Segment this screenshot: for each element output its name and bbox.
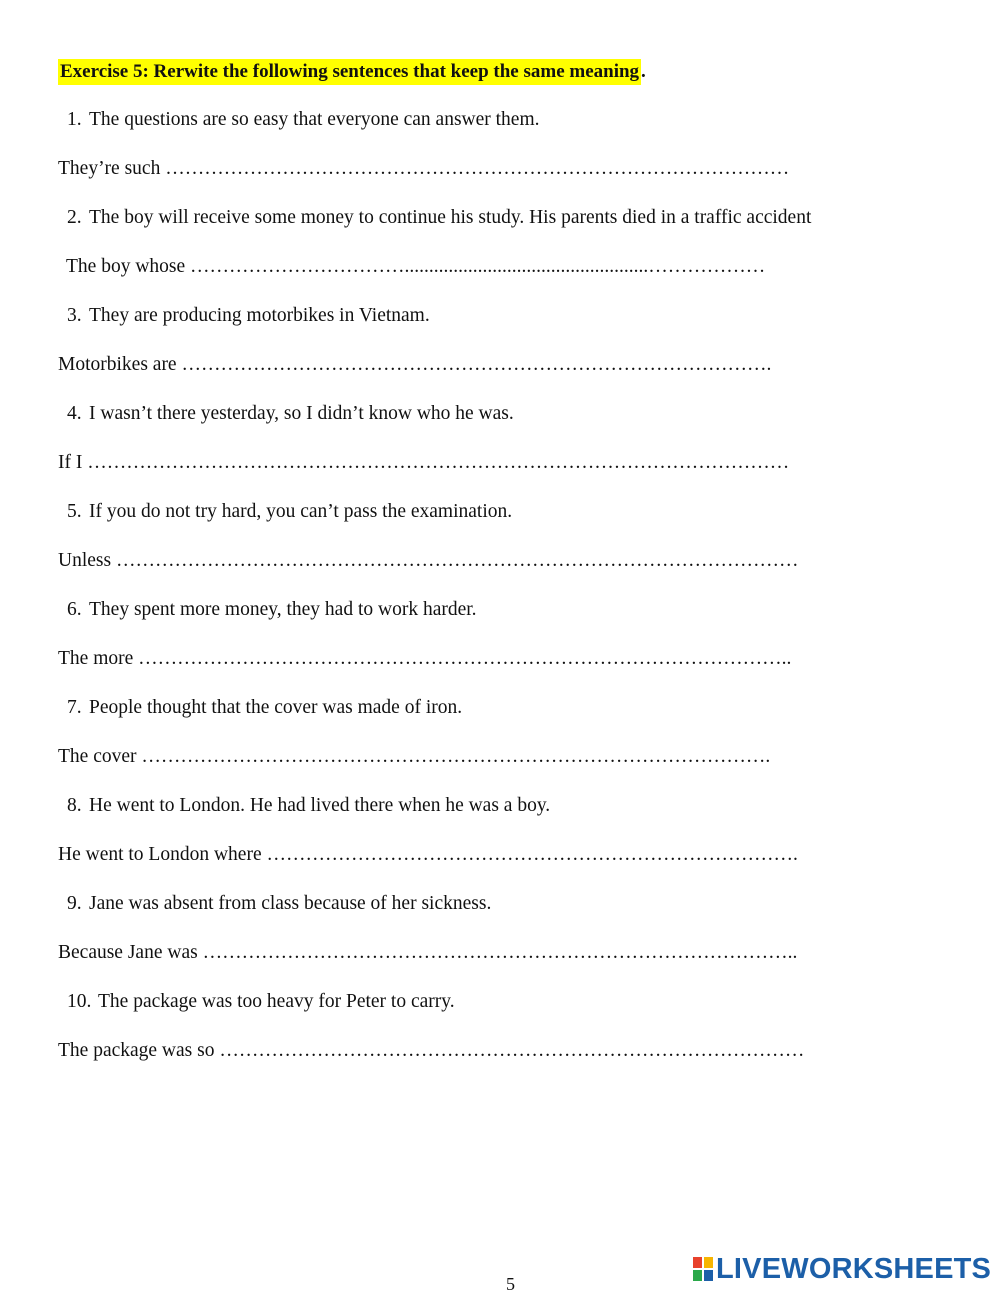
question-number: 9. [67,893,82,914]
question-number: 3. [67,305,82,326]
question-text: Jane was absent from class because of her sickness. [89,893,492,914]
logo-mark-square-1 [693,1257,702,1268]
question-3 [67,304,430,328]
question-number: 4. [67,403,82,424]
answer-line-7[interactable]: The cover ……………………………………………………………………………………. [58,746,771,767]
question-5 [67,500,512,524]
question-number: 1. [67,109,82,130]
answer-line-2[interactable]: The boy whose ……………………………..................................................……………… [66,256,766,277]
question-1 [67,108,540,132]
question-number: 2. [67,207,82,228]
answer-line-1[interactable]: They’re such …………………………………………………………………………………… [58,158,790,179]
answer-line-3[interactable]: Motorbikes are ………………………………………………………………………………. [58,354,772,375]
question-text: I wasn’t there yesterday, so I didn’t know who he was. [89,403,514,424]
question-text: They spent more money, they had to work harder. [89,599,477,620]
page-number: 5 [506,1274,515,1294]
answer-line-4[interactable]: If I ……………………………………………………………………………………………… [58,452,790,473]
answer-line-6[interactable]: The more ……………………………………………………………………………………….. [58,648,792,669]
question-number: 5. [67,501,82,522]
logo-mark-square-2 [704,1257,713,1268]
question-text: People thought that the cover was made of iron. [89,697,463,718]
question-number: 7. [67,697,82,718]
question-6 [67,598,477,622]
question-text: If you do not try hard, you can’t pass the examination. [89,501,513,522]
question-text: They are producing motorbikes in Vietnam. [89,305,430,326]
liveworksheets-logo-text: LIVEWORKSHEETS [716,1252,992,1285]
question-7 [67,696,462,720]
logo-mark-square-4 [704,1270,713,1281]
answer-line-5[interactable]: Unless …………………………………………………………………………………………… [58,550,799,571]
question-text: The questions are so easy that everyone can answer them. [89,109,540,130]
question-4 [67,402,514,426]
question-number: 8. [67,795,82,816]
exercise-title-highlight: Exercise 5: Rerwite the following sentences that keep the same meaning [58,59,641,85]
answer-line-8[interactable]: He went to London where ………………………………………………………………………. [58,844,798,865]
answer-line-10[interactable]: The package was so ……………………………………………………………………………… [58,1040,805,1061]
question-2 [67,206,811,230]
liveworksheets-logo-mark-icon [693,1257,713,1281]
exercise-title [58,58,646,86]
question-9 [67,892,491,916]
question-10 [67,990,455,1014]
question-number: 10. [67,991,92,1012]
question-text: The package was too heavy for Peter to carry. [98,991,455,1012]
liveworksheets-logo [693,1254,991,1284]
question-number: 6. [67,599,82,620]
answer-line-9[interactable]: Because Jane was ……………………………………………………………………………….. [58,942,798,963]
question-8 [67,794,550,818]
question-text: He went to London. He had lived there when he was a boy. [89,795,551,816]
exercise-title-period: . [641,61,646,82]
question-text: The boy will receive some money to continue his study. His parents died in a traffic accident [89,207,812,228]
logo-mark-square-3 [693,1270,702,1281]
